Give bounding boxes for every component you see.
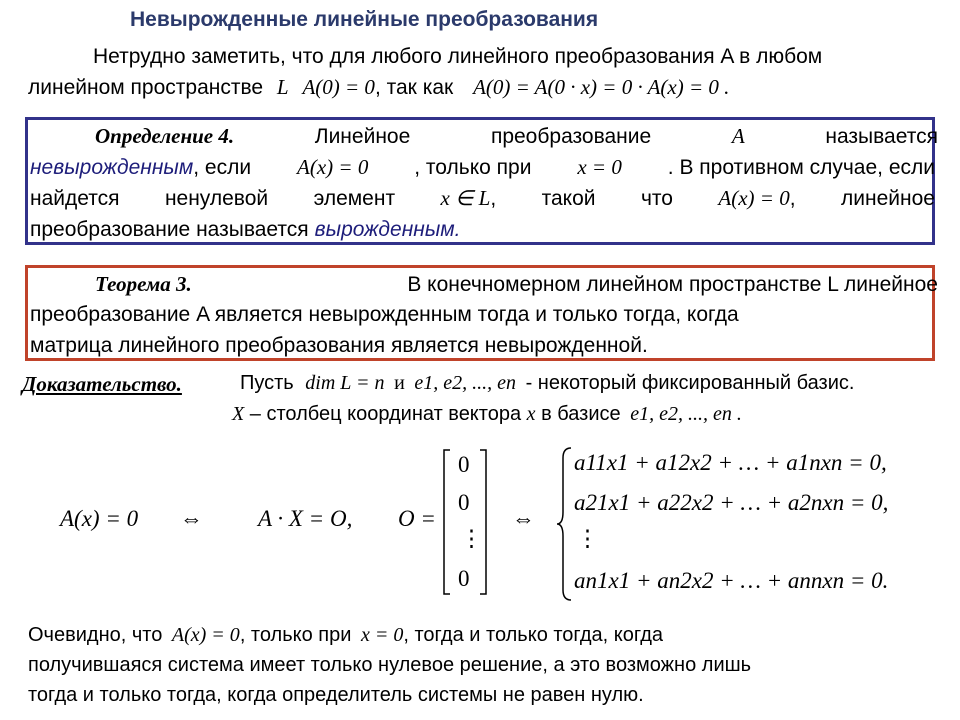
proof-x: x bbox=[526, 403, 536, 425]
intro-space-symbol: L bbox=[276, 75, 289, 99]
proof-basis: e1, e2, ..., en bbox=[414, 372, 517, 394]
proof-X: X bbox=[232, 403, 245, 425]
column-entry: 0 bbox=[458, 452, 470, 477]
definition-comma: , bbox=[490, 187, 497, 210]
conclusion-formula: A(x) = 0 bbox=[171, 624, 240, 646]
conclusion-text: , только при bbox=[239, 624, 352, 646]
conclusion-text: , тогда и только тогда, когда bbox=[403, 624, 664, 646]
intro-line-1: Нетрудно заметить, что для любого линейного преобразования A в любом bbox=[93, 45, 823, 68]
definition-symbol-A: A bbox=[731, 124, 745, 148]
definition-formula: x = 0 bbox=[577, 155, 622, 179]
intro-formula-1: A(0) = 0 bbox=[302, 75, 375, 99]
proof-and: и bbox=[394, 372, 405, 394]
definition-word: элемент bbox=[313, 187, 396, 210]
proof-basis-2: e1, e2, ..., en . bbox=[630, 403, 742, 425]
definition-line-4 bbox=[30, 218, 873, 242]
definition-word: Линейное bbox=[314, 125, 411, 148]
intro-line-2 bbox=[28, 72, 729, 103]
eq-mid: A · X = O, bbox=[258, 506, 353, 531]
conclusion-text: Очевидно, что bbox=[28, 624, 163, 646]
definition-formula: x ∈ L bbox=[440, 186, 491, 210]
iff-symbol: ⇔ bbox=[512, 506, 535, 531]
proof-label: Доказательство. bbox=[22, 372, 182, 396]
definition-word: что bbox=[640, 187, 673, 210]
definition-word: такой bbox=[541, 187, 596, 210]
definition-term-degenerate: вырожденным. bbox=[314, 218, 461, 241]
proof-text: – столбец координат вектора bbox=[249, 403, 522, 425]
iff-symbol: ⇔ bbox=[180, 506, 203, 531]
conclusion-line-2: получившаяся система имеет только нулевое решение, а это возможно лишь bbox=[28, 654, 752, 676]
column-entry: 0 bbox=[458, 490, 470, 515]
definition-text: преобразование называется bbox=[30, 218, 309, 241]
definition-label: Определение 4. bbox=[95, 124, 235, 148]
proof-dim: dim L = n bbox=[305, 372, 385, 394]
definition-word: ненулевой bbox=[164, 187, 269, 210]
theorem-text: матрица линейного преобразования является невырожденной. bbox=[30, 334, 648, 357]
system-line: a11x1 + a12x2 + … + a1nxn = 0, bbox=[574, 450, 887, 475]
intro-line2-text: линейном пространстве bbox=[28, 76, 264, 99]
definition-line-3 bbox=[30, 186, 935, 211]
conclusion-line-1 bbox=[28, 620, 663, 650]
proof-line-2 bbox=[232, 403, 742, 426]
definition-word: называется bbox=[825, 125, 938, 148]
column-entry: 0 bbox=[458, 566, 470, 591]
proof-text: Пусть bbox=[240, 372, 294, 394]
theorem-label: Теорема 3. bbox=[95, 272, 192, 296]
definition-word: найдется bbox=[30, 187, 120, 210]
system-brace bbox=[555, 446, 575, 602]
definition-text: , если bbox=[193, 156, 252, 179]
column-entry: ⋮ bbox=[460, 526, 483, 551]
definition-line-1 bbox=[95, 124, 938, 149]
definition-word: линейное bbox=[841, 187, 935, 210]
conclusion-formula: x = 0 bbox=[360, 624, 404, 646]
proof-line-1 bbox=[240, 372, 854, 395]
definition-term-nondegenerate: невырожденным bbox=[30, 156, 194, 179]
intro-line2-mid: , так как bbox=[374, 76, 454, 99]
intro-formula-2: A(0) = A(0 · x) = 0 · A(x) = 0 . bbox=[473, 75, 730, 99]
definition-word: преобразование bbox=[490, 125, 652, 148]
theorem-text: преобразование A является невырожденным тогда и только тогда, когда bbox=[30, 303, 739, 326]
system-line: an1x1 + an2x2 + … + annxn = 0. bbox=[574, 568, 889, 593]
proof-text: в базисе bbox=[541, 403, 621, 425]
definition-text: . В противном случае, если bbox=[667, 156, 935, 179]
definition-text: , только при bbox=[414, 156, 532, 179]
theorem-line-3 bbox=[30, 334, 873, 358]
theorem-line-1 bbox=[95, 272, 938, 297]
theorem-line-2 bbox=[30, 303, 935, 327]
proof-text: - некоторый фиксированный базис. bbox=[525, 372, 855, 394]
definition-formula: A(x) = 0 bbox=[297, 155, 369, 179]
system-line: ⋮ bbox=[576, 526, 599, 551]
theorem-text: В конечномерном линейном пространстве L линейное bbox=[407, 273, 938, 296]
definition-line-2 bbox=[30, 155, 935, 180]
conclusion-line-3: тогда и только тогда, когда определитель системы не равен нулю. bbox=[28, 684, 644, 706]
eq-left: A(x) = 0 bbox=[60, 506, 139, 531]
definition-formula: A(x) = 0 bbox=[718, 186, 790, 210]
slide-title: Невырожденные линейные преобразования bbox=[130, 8, 599, 31]
definition-comma: , bbox=[789, 187, 796, 210]
eq-O: O = bbox=[398, 506, 436, 531]
system-line: a21x1 + a22x2 + … + a2nxn = 0, bbox=[574, 490, 889, 515]
